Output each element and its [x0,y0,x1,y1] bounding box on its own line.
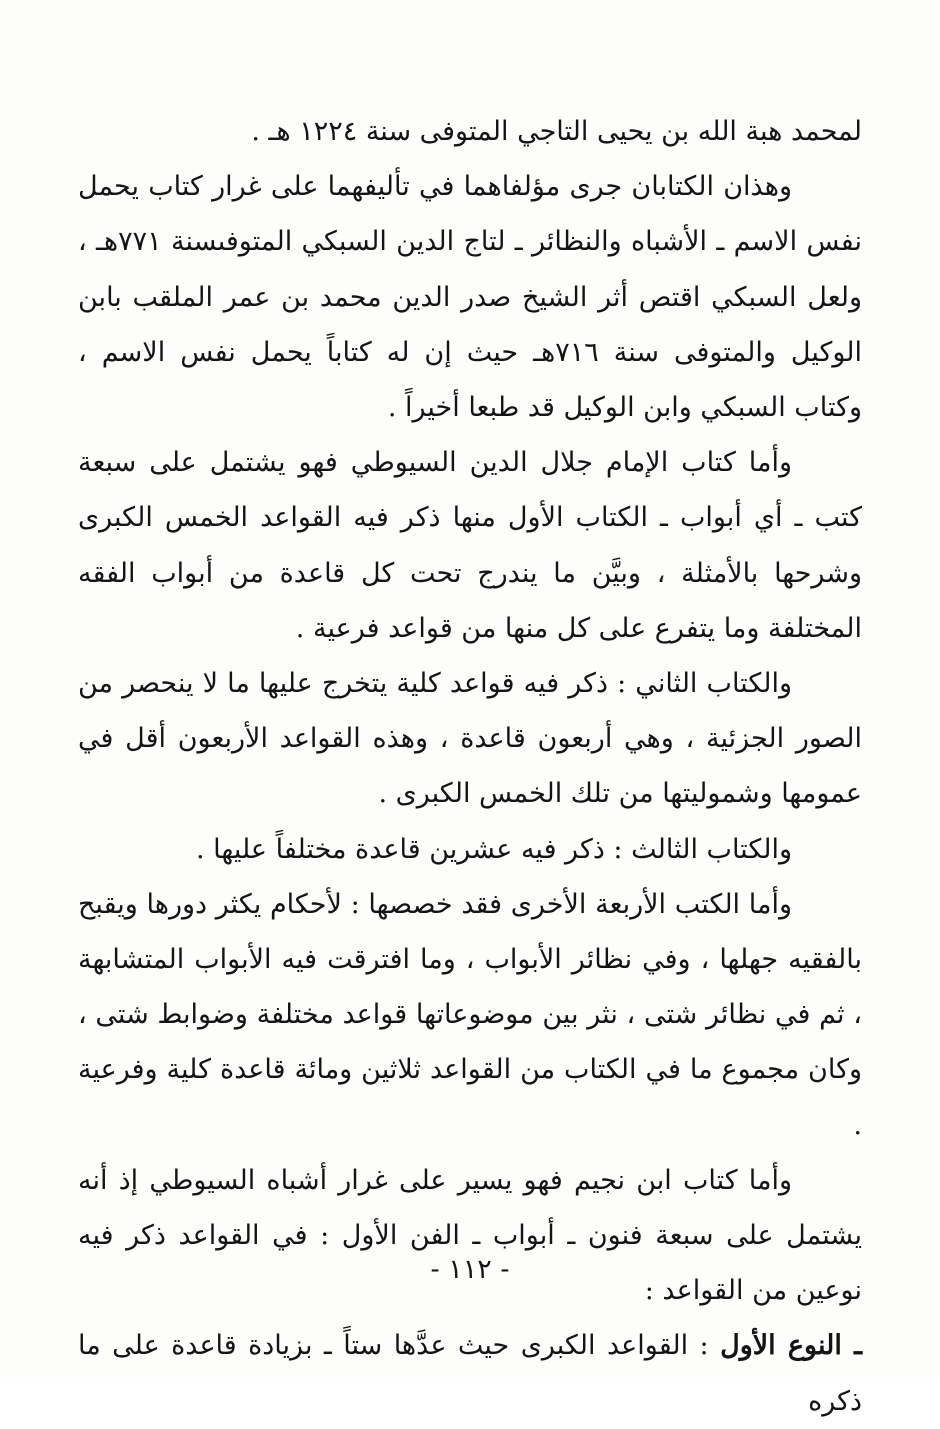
page-number: - ١١٢ - [430,1254,510,1285]
paragraph-6: وأما الكتب الأربعة الأخرى فقد خصصها : لأحكام يكثر دورها ويقبح بالفقيه جهلها ، وفي نظائر الأبواب ، وما افترقت فيه الأبواب المتشابهة ، ثم في نظائر شتى ، نثر بين موضوعاتها قواعد مختلفة وضوابط شتى ، وكان مجموع ما في الكتاب من القواعد ثلاثين ومائة قاعدة كلية وفرعية . [78,888,862,1141]
paragraph-4: والكتاب الثاني : ذكر فيه قواعد كلية يتخرج عليها ما لا ينحصر من الصور الجزئية ، وهي أربعون قاعدة ، وهذه القواعد الأربعون أقل في عمومها وشموليتها من تلك الخمس الكبرى . [78,668,862,810]
paragraph-2: وهذان الكتابان جرى مؤلفاهما في تأليفهما على غرار كتاب يحمل نفس الاسم ـ الأشباه والنظائر ـ لتاج الدين السبكي المتوفىسنة ٧٧١هـ ، ولعل السبكي اقتص أثر الشيخ صدر الدين محمد بن عمر الملقب بابن الوكيل والمتوفى سنة ٧١٦هـ حيث إن له كتاباً يحمل نفس الاسم ، وكتاب السبكي وابن الوكيل قد طبعا أخيراً . [78,171,862,424]
paragraph-1: لمحمد هبة الله بن يحيى التاجي المتوفى سنة ١٢٢٤ هـ . [251,116,862,147]
paragraph-5: والكتاب الثالث : ذكر فيه عشرين قاعدة مختلفاً عليها . [196,833,792,865]
body-text [78,104,862,1429]
paragraph-8 [78,1318,862,1428]
section-text: : القواعد الكبرى حيث عدَّها ستاً ـ بزيادة قاعدة على ما ذكره [78,1330,862,1417]
paragraph-3: وأما كتاب الإمام جلال الدين السيوطي فهو يشتمل على سبعة كتب ـ أي أبواب ـ الكتاب الأول منها ذكر فيه القواعد الخمس الكبرى وشرحها بالأمثلة ، وبيَّن ما يندرج تحت كل قاعدة من أبواب الفقه المختلفة وما يتفرع على كل منها من قواعد فرعية . [78,447,862,644]
section-lead: ـ النوع الأول [720,1330,863,1362]
paragraph-7: وأما كتاب ابن نجيم فهو يسير على غرار أشباه السيوطي إذ أنه يشتمل على سبعة فنون ـ أبواب ـ الفن الأول : في القواعد ذكر فيه نوعين من القواعد : [78,1164,862,1307]
